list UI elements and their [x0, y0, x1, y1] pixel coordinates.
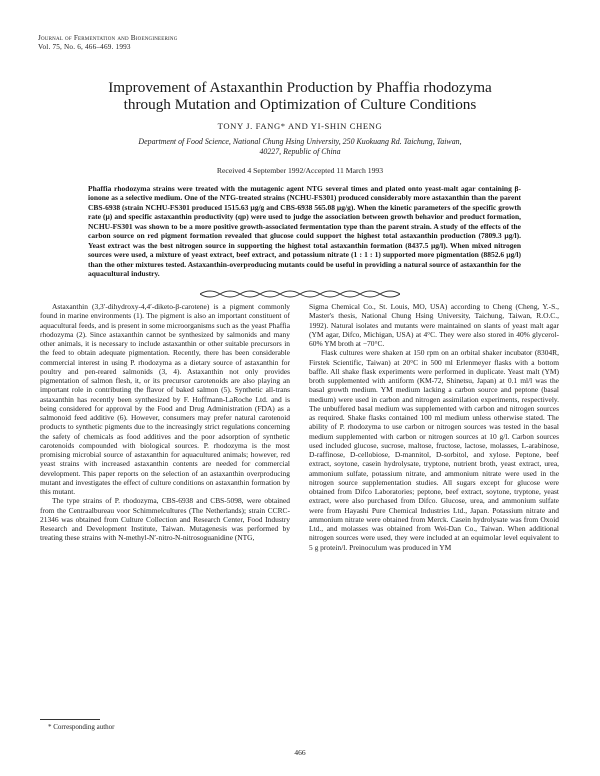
body-paragraph: Sigma Chemical Co., St. Louis, MO, USA) according to Cheng (Cheng, Y.-S., Master's thesis, National Chung Hsing University, Taichung, Taiwan, R.O.C., 1992). Natural isolates and mutants were maintained on slants of yeast malt agar (YM agar, Difco, Michigan, USA) at 4°C. They were also stored in 40% glycerol-60% YM broth at −70°C.	[309, 302, 559, 348]
journal-volume: Vol. 75, No. 6, 466–469. 1993	[38, 43, 131, 51]
body-left-column	[40, 302, 290, 543]
footnote-divider	[40, 719, 100, 720]
affiliation-line-2: 40227, Republic of China	[259, 147, 341, 157]
page-number: 466	[294, 748, 306, 757]
received-date: Received 4 September 1992/Accepted 11 March 1993	[216, 166, 384, 175]
authors: TONY J. FANG* AND YI-SHIN CHENG	[217, 121, 383, 131]
journal-name: Journal of Fermentation and Bioengineering	[38, 34, 178, 42]
journal-header	[38, 34, 178, 52]
footnote: * Corresponding author	[48, 723, 115, 731]
body-right-column	[309, 302, 559, 552]
title-line-2: through Mutation and Optimization of Culture Conditions	[123, 96, 477, 113]
affiliation	[40, 137, 560, 158]
abstract: Phaffia rhodozyma strains were treated with the mutagenic agent NTG several times and plated onto yeast-malt agar containing β-ionone as a selective medium. One of the NTG-treated strains (NCHU-FS301) produced considerably more astaxanthin than the parent CBS-6938 (strain NCHU-FS301 produced 1515.63 µg/g and CBS-6938 565.08 µg/g). When the kinetic parameters of the specific growth rate (µ) and specific astaxanthin productivity (qp) were used to judge the association between growth behavior and product formation, NCHU-FS301 was shown to be a more positive growth-associated fermentation type than the parent strain. A study of the effects of the carbon source on red pigment formation revealed that glucose could support the highest total astaxanthin production (7809.3 µg/l). Yeast extract was the best nitrogen source in supporting the highest total astaxanthin formation (8437.5 µg/l). When mixed nitrogen sources were used, a mixture of yeast extract, beef extract, and potassium nitrate (1 : 1 : 1) supported more pigmentation (8852.6 µg/l) than the other mixtures tested. Astaxanthin-overproducing mutants could be useful in providing a natural source of astaxanthin for the aquacultural industry.	[88, 184, 521, 279]
body-paragraph: The type strains of P. rhodozyma, CBS-6938 and CBS-5098, were obtained from the Centraalbureau voor Schimmelcultures (The Netherlands); strain CCRC-21346 was obtained from Culture Collection and Research Center, Food Industry Research and Development Institute, Taiwan. Mutagenesis was performed by treating these strains with N-methyl-N′-nitro-N-nitrosoguanidine (NTG,	[40, 496, 290, 543]
affiliation-line-1: Department of Food Science, National Chung Hsing University, 250 Kuokuang Rd. Taichung, Taiwan,	[138, 137, 462, 146]
section-divider	[200, 284, 400, 304]
body-paragraph: Astaxanthin (3,3′-dihydroxy-4,4′-diketo-β-carotene) is a pigment commonly found in marine environments (1). The pigment is also an important constituent of aquacultural feeds, and is present in some microorganisms such as the yeast Phaffia rhodozyma (2). Since astaxanthin cannot be synthesized by salmonids and many other animals, it is necessary to include astaxanthin or other suitable precursors in the feed to obtain adequate pigmentation. Recently, there has been considerable commercial interest in using P. rhodozyma as a dietary source of astaxanthin for poultry and pen-reared salmonids (3, 4). Astaxanthin not only provides pigmentation of salmon flesh, it, or its precursor carotenoids are also playing an important role in contributing the flavor of baked salmon (5). Synthetic all-trans astaxanthin has recently been synthesized by F. Hoffmann-LaRoche Ltd. and is being considered for approval by the Food and Drug Administration (FDA) as a salmonoid feed additive (6). However, consumers may prefer natural carotenoid products to synthetic pigments due to the increasingly strict regulations concerning the safety of chemicals as food additives and the poor adsorption of synthetic carotenoids compounded with biological sources. P. rhodozyma is the most promising microbial source of astaxanthin for aquacultured animals; however, red yeast strains with increased astaxanthin contents are needed for commercial development. This paper reports on the selection of an astaxanthin overproducing mutant and investigates the effect of culture conditions on astaxanthin formation by this mutant.	[40, 302, 290, 496]
body-paragraph: Flask cultures were shaken at 150 rpm on an orbital shaker incubator (8304R, Firstek Scientific, Taiwan) at 20°C in 500 ml Erlenmeyer flasks with a bottom baffle. All shake flask experiments were performed in duplicate. Yeast malt (YM) broth supplemented with antiform (KM-72, Shinetsu, Japan) at 0.1 ml/l was the basal growth medium. YM medium lacking a carbon source and peptone (basal medium) were used in carbon and nitrogen assimilation experiments, respectively. The unbuffered basal medium was supplemented with carbon and nitrogen sources as required. Shake flasks contained 100 ml medium unless otherwise stated. The ability of P. rhodozyma to use carbon or nitrogen sources was tested in the basal medium supplemented with carbon or nitrogen sources at 10 g/l. Carbon sources used included glucose, sucrose, maltose, fructose, lactose, molasses, L-arabinose, D-raffinose, D-cellobiose, D-mannitol, D-sorbitol, and xylose. Peptone, beef extract, soytone, casein hydrolysate, tryptone, nutrient broth, yeast extract, urea, ammonium sulfate, potassium nitrate, and ammonium nitrate were used in the nitrogen source supplementation studies. All sugars except for glucose were obtained from Difco Laboratories; peptone, beef extract, soytone, tryptone, yeast extract, were also purchased from Difco. Glucose, urea, and ammonium sulfate were from Hayashi Pure Chemical Industries Ltd., Japan. Potassium nitrate and ammonium nitrate were obtained from Merck. Casein hydrolysate was from Oxoid Ltd., and molasses was obtained from Wei-Dan Co., Taiwan. When additional nitrogen sources were used, they were included at an equimolar level equivalent to 5 g protein/l. Preinoculum was produced in YM	[309, 348, 559, 552]
title-line-1: Improvement of Astaxanthin Production by Phaffia rhodozyma	[108, 79, 492, 96]
